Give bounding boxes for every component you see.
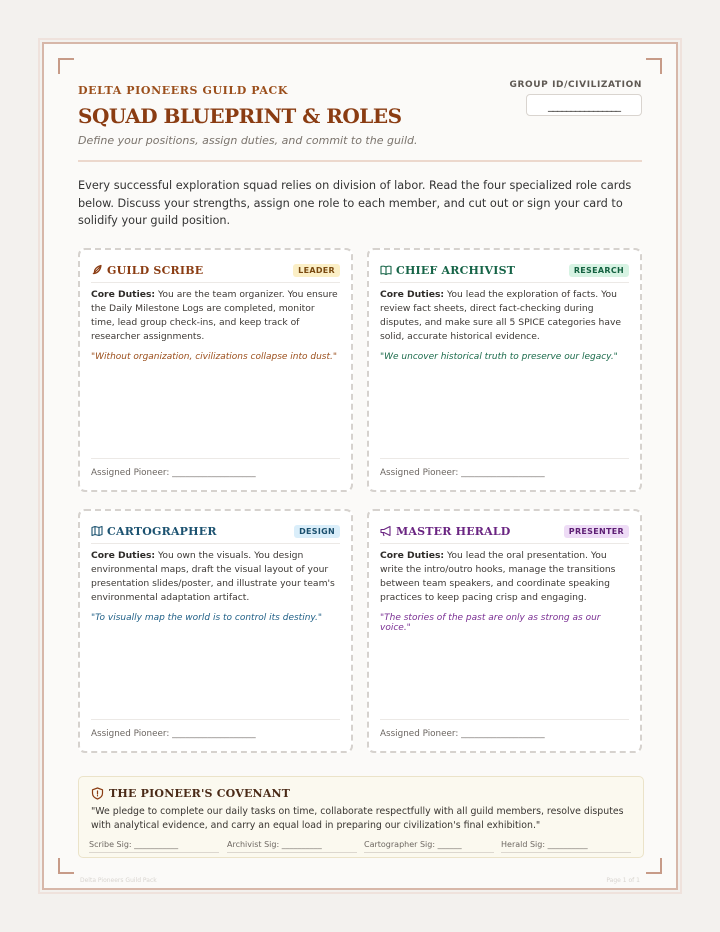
role-duties	[91, 549, 341, 605]
role-title: CHIEF ARCHIVIST	[396, 263, 516, 277]
footer-left-text: Delta Pioneers Guild Pack	[80, 877, 157, 884]
map-icon	[91, 525, 103, 537]
feather-icon	[91, 264, 103, 276]
role-title: CARTOGRAPHER	[107, 524, 217, 538]
covenant-header	[91, 787, 290, 800]
role-badge: LEADER	[293, 264, 340, 277]
role-title: GUILD SCRIBE	[107, 263, 204, 277]
shield-icon	[91, 787, 104, 800]
corner-ornament-top-left	[58, 58, 74, 74]
role-card-master-herald[interactable]	[367, 509, 642, 753]
role-card-guild-scribe[interactable]	[78, 248, 353, 492]
card-divider	[380, 543, 629, 544]
role-badge: RESEARCH	[569, 264, 629, 277]
megaphone-icon	[380, 525, 392, 537]
duties-text: You are the team organizer. You ensure the Daily Milestone Logs are completed, monitor time, lead group check-ins, and keep track of researcher assignments.	[91, 289, 338, 342]
duties-label: Core Duties:	[91, 550, 156, 561]
signature-herald[interactable]: Herald Sig: __________	[501, 840, 631, 853]
footer-page-number: Page 1 of 1	[606, 877, 640, 884]
role-duties	[380, 549, 630, 605]
signature-archivist[interactable]: Archivist Sig: __________	[227, 840, 357, 853]
role-quote: "The stories of the past are only as strong as our voice."	[380, 613, 601, 633]
duties-label: Core Duties:	[380, 289, 445, 300]
assigned-pioneer-field[interactable]: Assigned Pioneer: ___________________	[91, 729, 256, 739]
pioneer-covenant	[78, 776, 644, 858]
card-divider	[91, 282, 340, 283]
group-id-field[interactable]: ________________	[526, 94, 642, 116]
duties-text: You own the visuals. You design environmental maps, draft the visual layout of your presentation slides/poster, and illustrate your team's environmental adaptation artifact.	[91, 550, 335, 603]
role-card-chief-archivist[interactable]	[367, 248, 642, 492]
book-open-icon	[380, 264, 392, 276]
corner-ornament-bottom-left	[58, 858, 74, 874]
role-quote: "To visually map the world is to control its destiny."	[91, 613, 323, 623]
duties-label: Core Duties:	[91, 289, 156, 300]
card-footer-divider	[91, 719, 340, 720]
intro-paragraph: Every successful exploration squad relies on division of labor. Read the four specialized role cards below. Discuss your strengths, assign one role to each member, and cut out or sign your card to solidify your guild position.	[78, 179, 632, 227]
signature-cartographer[interactable]: Cartographer Sig: ______	[364, 840, 494, 853]
assigned-pioneer-field[interactable]: Assigned Pioneer: ___________________	[380, 468, 545, 478]
card-divider	[91, 543, 340, 544]
role-duties	[380, 288, 630, 344]
page-title: SQUAD BLUEPRINT & ROLES	[78, 104, 402, 128]
duties-label: Core Duties:	[380, 550, 445, 561]
role-card-header	[380, 260, 629, 280]
worksheet-page	[42, 42, 678, 890]
group-id-label: GROUP ID/CIVILIZATION	[509, 80, 642, 90]
card-divider	[380, 282, 629, 283]
page-subtitle: Define your positions, assign duties, and commit to the guild.	[78, 134, 418, 147]
role-badge: PRESENTER	[564, 525, 629, 538]
duties-text: You lead the oral presentation. You write the intro/outro hooks, manage the transitions between team speakers, and coordinate speaking practices to keep pacing crisp and engaging.	[380, 550, 616, 603]
card-footer-divider	[380, 719, 629, 720]
covenant-title: THE PIONEER'S COVENANT	[109, 787, 291, 800]
header-divider	[78, 160, 642, 162]
guild-pack-kicker: DELTA PIONEERS GUILD PACK	[78, 84, 289, 97]
duties-text: You lead the exploration of facts. You review fact sheets, direct fact-checking during disputes, and make sure all 5 SPICE categories have solid, accurate historical evidence.	[380, 289, 622, 342]
role-title: MASTER HERALD	[396, 524, 511, 538]
role-card-cartographer[interactable]	[78, 509, 353, 753]
role-duties	[91, 288, 341, 344]
assigned-pioneer-field[interactable]: Assigned Pioneer: ___________________	[380, 729, 545, 739]
signature-scribe[interactable]: Scribe Sig: ___________	[89, 840, 219, 853]
role-badge: DESIGN	[294, 525, 340, 538]
role-quote: "We uncover historical truth to preserve our legacy."	[380, 352, 618, 362]
corner-ornament-top-right	[646, 58, 662, 74]
covenant-text: "We pledge to complete our daily tasks on time, collaborate respectfully with all guild members, resolve disputes with analytical evidence, and carry an equal load in preparing our civilization's final exhibition."	[91, 806, 624, 831]
role-card-header	[91, 260, 340, 280]
role-card-header	[380, 521, 629, 541]
corner-ornament-bottom-right	[646, 858, 662, 874]
card-footer-divider	[380, 458, 629, 459]
role-quote: "Without organization, civilizations collapse into dust."	[91, 352, 338, 362]
assigned-pioneer-field[interactable]: Assigned Pioneer: ___________________	[91, 468, 256, 478]
card-footer-divider	[91, 458, 340, 459]
role-card-header	[91, 521, 340, 541]
